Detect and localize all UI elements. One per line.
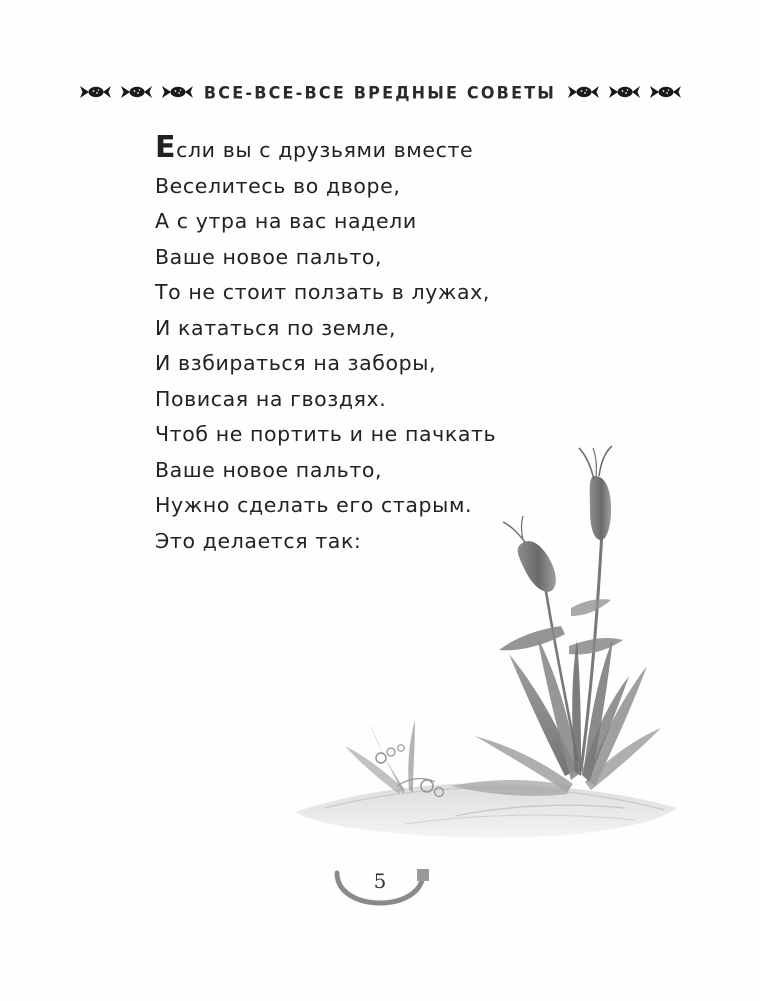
ornament-left: [78, 83, 194, 101]
illustration-cattails: [285, 440, 685, 860]
poem-line: Веселитесь во дворе,: [155, 173, 401, 198]
candy-icon: [160, 83, 194, 101]
candy-icon: [648, 83, 682, 101]
poem-line: Нужно сделать его старым.: [155, 493, 473, 517]
candy-icon: [119, 83, 153, 101]
running-head-title: ВСЕ-ВСЕ-ВСЕ ВРЕДНЫЕ СОВЕТЫ: [203, 81, 557, 103]
poem-line: Ваше новое пальто,: [155, 457, 383, 482]
folio: [0, 866, 760, 926]
running-head: [0, 72, 760, 112]
poem-line: И кататься по земле,: [155, 315, 397, 340]
drop-cap: Е: [155, 130, 177, 165]
poem-line: Чтоб не портить и не пачкать: [155, 422, 497, 446]
cattails-illustration-svg: [285, 440, 685, 860]
candy-icon: [566, 83, 600, 101]
poem-line: И взбираться на заборы,: [155, 351, 437, 375]
page-number: 5: [373, 869, 387, 893]
candy-icon: [607, 83, 641, 101]
poem-line: Ваше новое пальто,: [155, 244, 383, 269]
poem-line: Это делается так:: [155, 528, 362, 553]
poem-line: А с утра на вас надели: [155, 209, 417, 233]
poem-line: Повисая на гвоздях.: [155, 386, 387, 411]
poem-line: [155, 130, 625, 169]
ornament-right: [566, 83, 682, 101]
poem-line: То не стоит ползать в лужах,: [155, 280, 491, 304]
candy-icon: [78, 83, 112, 101]
poem-line-text: сли вы с друзьями вместе: [176, 138, 474, 162]
